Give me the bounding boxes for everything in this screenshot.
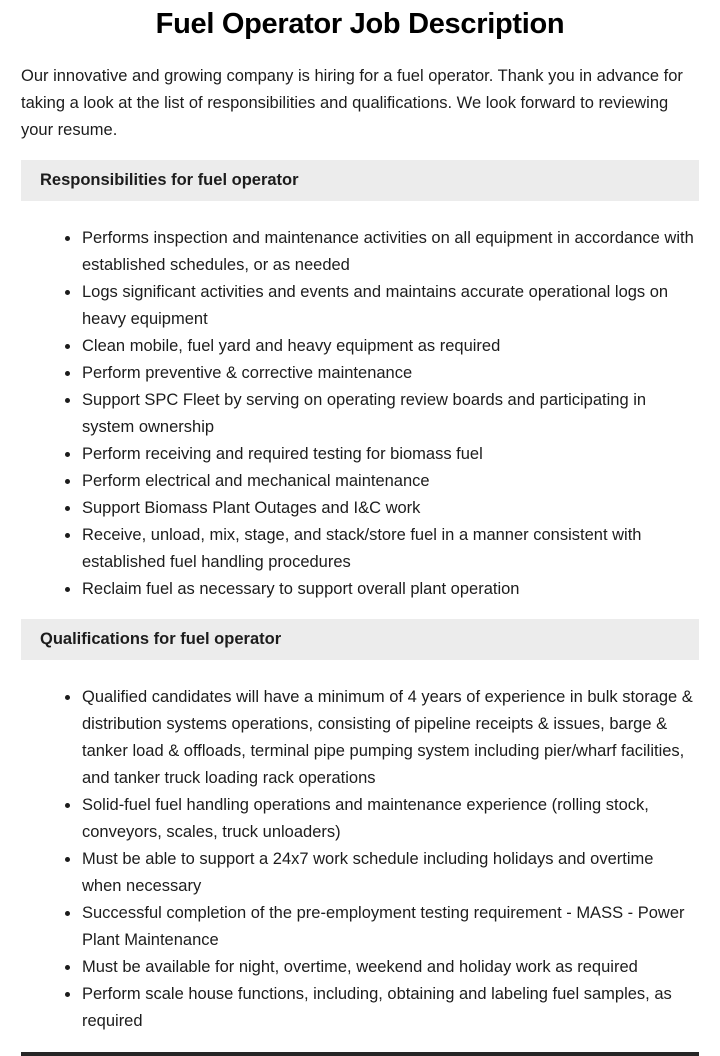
qualifications-heading-label: Qualifications for fuel operator: [40, 630, 282, 648]
list-item: Perform receiving and required testing for biomass fuel: [82, 441, 695, 468]
list-item: Perform electrical and mechanical maintenance: [82, 468, 695, 495]
list-item: Solid-fuel fuel handling operations and maintenance experience (rolling stock, conveyors, scales, truck unloaders): [82, 792, 695, 846]
responsibilities-list: [21, 225, 699, 603]
list-item: Must be available for night, overtime, weekend and holiday work as required: [82, 954, 695, 981]
list-item: Successful completion of the pre-employment testing requirement - MASS - Power Plant Maintenance: [82, 900, 695, 954]
list-item: Support Biomass Plant Outages and I&C work: [82, 495, 695, 522]
list-item: Logs significant activities and events and maintains accurate operational logs on heavy equipment: [82, 279, 695, 333]
responsibilities-heading: [21, 160, 699, 201]
page-title: Fuel Operator Job Description: [155, 8, 565, 40]
qualifications-heading: [21, 619, 699, 660]
responsibilities-section: [21, 160, 699, 603]
list-item: Qualified candidates will have a minimum of 4 years of experience in bulk storage & distribution systems operations, consisting of pipeline receipts & issues, barge & tanker load & offloads, terminal pipe pumping system including pier/wharf facilities, and tanker truck loading rack operations: [82, 684, 695, 792]
list-item: Perform scale house functions, including, obtaining and labeling fuel samples, as required: [82, 981, 695, 1035]
list-item: Clean mobile, fuel yard and heavy equipment as required: [82, 333, 695, 360]
list-item: Receive, unload, mix, stage, and stack/store fuel in a manner consistent with established fuel handling procedures: [82, 522, 695, 576]
list-item: Perform preventive & corrective maintenance: [82, 360, 695, 387]
intro-paragraph: Our innovative and growing company is hiring for a fuel operator. Thank you in advance for taking a look at the list of responsibilities and qualifications. We look forward to reviewing your resume.: [21, 67, 683, 139]
list-item: Must be able to support a 24x7 work schedule including holidays and overtime when necessary: [82, 846, 695, 900]
qualifications-list: [21, 684, 699, 1035]
responsibilities-heading-label: Responsibilities for fuel operator: [40, 171, 299, 189]
qualifications-section: [21, 619, 699, 1035]
list-item: Performs inspection and maintenance activities on all equipment in accordance with established schedules, or as needed: [82, 225, 695, 279]
list-item: Support SPC Fleet by serving on operating review boards and participating in system ownership: [82, 387, 695, 441]
list-item: Reclaim fuel as necessary to support overall plant operation: [82, 576, 695, 603]
next-section-bar-cutoff: [21, 1052, 699, 1056]
